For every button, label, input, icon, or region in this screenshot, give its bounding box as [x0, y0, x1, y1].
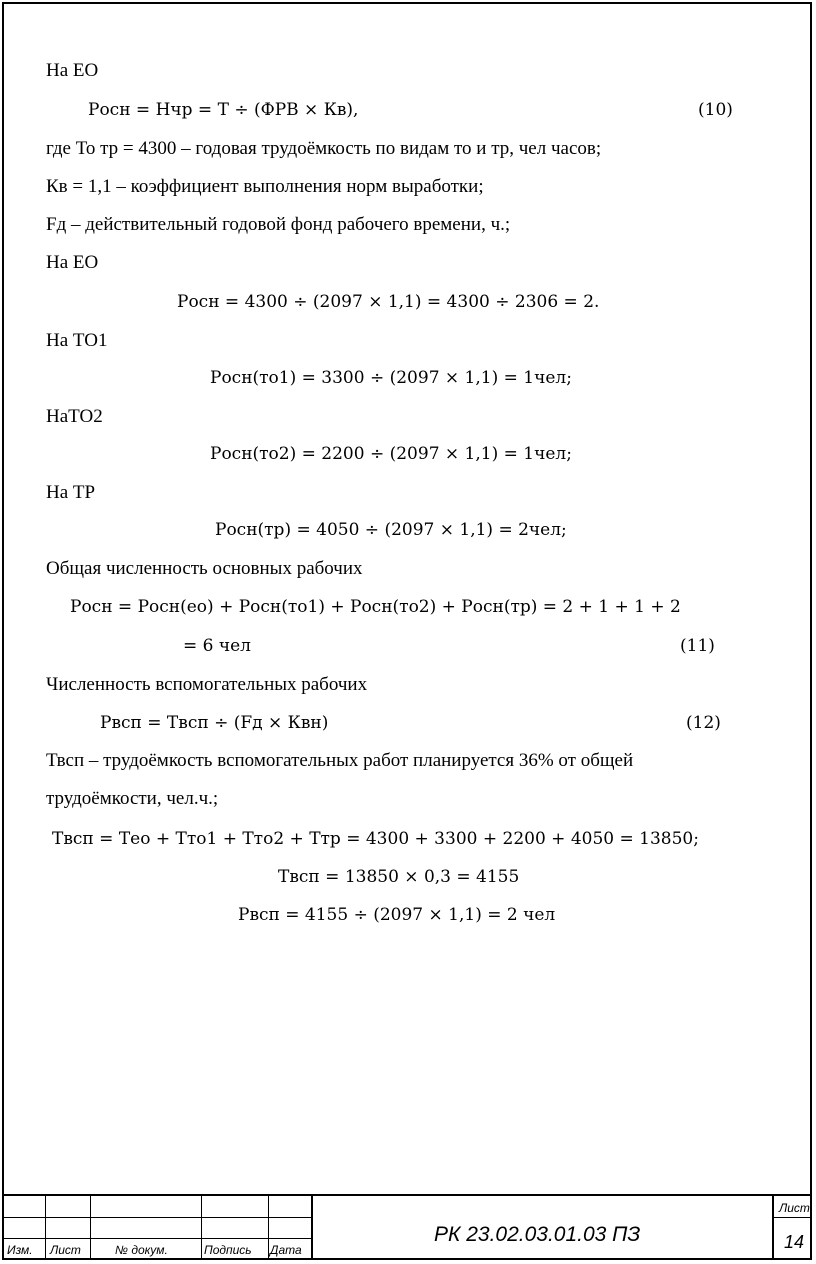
text-line-tott: где То тр = 4300 – годовая трудоёмкость по видам то и тр, чел часов; [46, 138, 602, 159]
stamp-row-line [2, 1217, 311, 1218]
heading-total-main: Общая численность основных рабочих [46, 558, 363, 579]
stamp-col-doc: № докум. [115, 1243, 168, 1257]
formula-to2: Росн(то2) = 2200 ÷ (2097 × 1,1) = 1чел; [210, 444, 572, 464]
text-line-kv: Кв = 1,1 – коэффициент выполнения норм выработки; [46, 176, 484, 197]
stamp-col-izm: Изм. [7, 1243, 33, 1257]
formula-eo: Росн = 4300 ÷ (2097 × 1,1) = 4300 ÷ 2306 = 2. [177, 292, 600, 312]
stamp-divider [311, 1196, 313, 1260]
formula-10: Росн = Нчр = Т ÷ (ФРВ × Кв), [88, 100, 359, 120]
equation-number-12: (12) [686, 713, 721, 733]
heading-tr: На ТР [46, 482, 96, 503]
formula-12: Рвсп = Твсп ÷ (Fд × Квн) [100, 713, 329, 733]
text-line-tvsp-cont: трудоёмкости, чел.ч.; [46, 788, 219, 809]
stamp-col-date: Дата [270, 1243, 302, 1257]
equation-number-10: (10) [698, 100, 733, 120]
title-block [2, 1194, 812, 1260]
stamp-col-list: Лист [50, 1243, 81, 1257]
stamp-row-line [2, 1238, 311, 1239]
heading-auxiliary: Численность вспомогательных рабочих [46, 674, 368, 695]
document-code: РК 23.02.03.01.03 ПЗ [434, 1223, 641, 1246]
stamp-divider [45, 1196, 46, 1260]
formula-tvsp-value: Твсп = 13850 × 0,3 = 4155 [278, 867, 520, 887]
heading-eo-2: На ЕО [46, 252, 99, 273]
text-line-tvsp: Твсп – трудоёмкость вспомогательных работ планируется 36% от общей [46, 750, 634, 771]
formula-rvsp: Рвсп = 4155 ÷ (2097 × 1,1) = 2 чел [238, 905, 556, 925]
equation-number-11: (11) [680, 636, 715, 656]
formula-to1: Росн(то1) = 3300 ÷ (2097 × 1,1) = 1чел; [210, 368, 572, 388]
stamp-divider [201, 1196, 202, 1260]
heading-eo: На ЕО [46, 60, 99, 81]
stamp-divider [268, 1196, 269, 1260]
stamp-col-sign: Подпись [204, 1243, 252, 1257]
sheet-label: Лист [779, 1201, 810, 1215]
stamp-divider [772, 1196, 774, 1260]
sheet-number: 14 [784, 1232, 805, 1252]
heading-to1: На ТО1 [46, 330, 108, 351]
formula-total-main-result: = 6 чел [183, 636, 251, 656]
formula-total-main: Росн = Росн(ео) + Росн(то1) + Росн(то2) + Росн(тр) = 2 + 1 + 1 + 2 [70, 597, 681, 617]
formula-tr: Росн(тр) = 4050 ÷ (2097 × 1,1) = 2чел; [215, 520, 567, 540]
stamp-row-line [772, 1217, 812, 1218]
heading-to2: НаТО2 [46, 406, 103, 427]
stamp-divider [90, 1196, 91, 1260]
formula-tvsp-sum: Твсп = Тео + Тто1 + Тто2 + Ттр = 4300 + 3300 + 2200 + 4050 = 13850; [52, 829, 699, 849]
text-line-fd: Fд – действительный годовой фонд рабочего времени, ч.; [46, 214, 511, 235]
